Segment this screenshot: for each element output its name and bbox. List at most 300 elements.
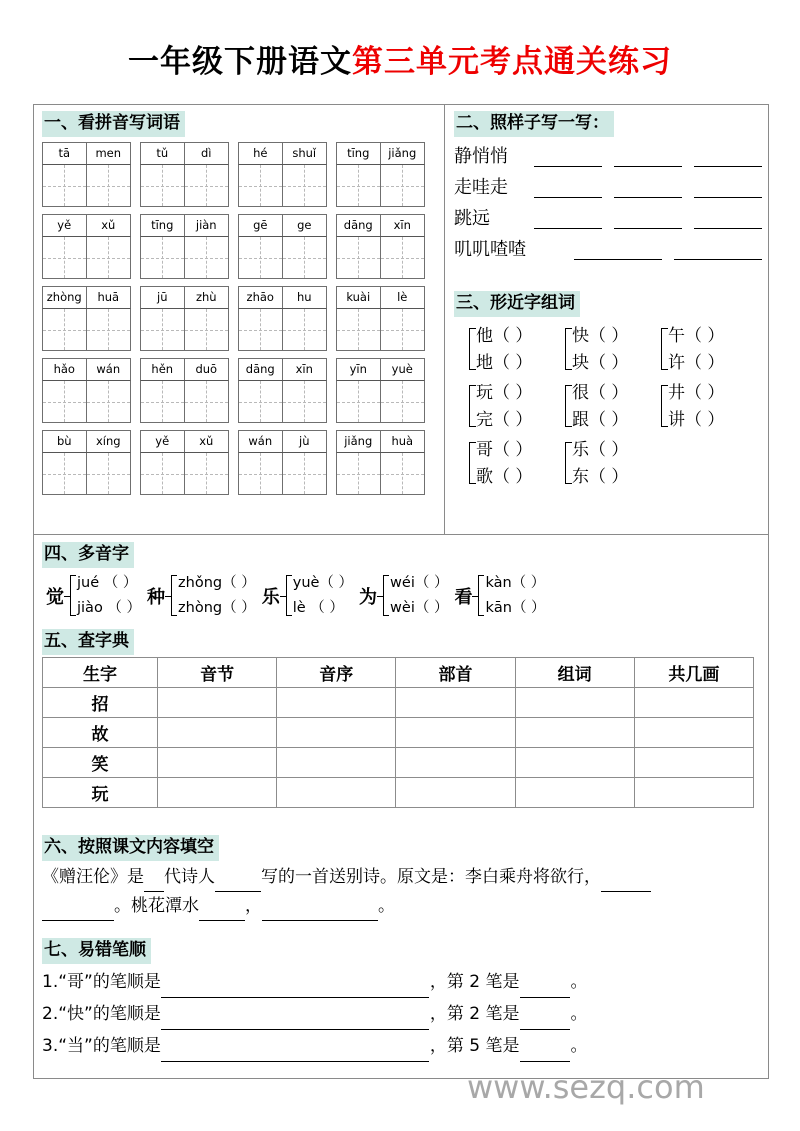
stroke-order-suffix: 。	[570, 1004, 588, 1024]
group-bracket	[565, 385, 572, 427]
pinyin-word-cell	[336, 142, 425, 207]
pinyin-syllable: yuè	[391, 361, 413, 376]
example-word: 走哇走	[454, 177, 508, 198]
s6-blank-4[interactable]	[42, 902, 114, 921]
char-pair-group	[660, 323, 754, 377]
pinyin-label-row	[336, 142, 425, 165]
pinyin-row	[42, 142, 440, 207]
tianzige-box[interactable]	[42, 381, 131, 423]
s6-blank-2[interactable]	[215, 873, 261, 892]
char-blank-item[interactable]: 东（ ）	[572, 467, 629, 487]
pinyin-label-row	[42, 430, 131, 453]
char-blank-item[interactable]: 乐（ ）	[572, 440, 629, 460]
char-blank-item[interactable]: 歌（ ）	[476, 467, 533, 487]
tianzige-cell[interactable]	[141, 381, 185, 422]
dictionary-answer-cell[interactable]	[396, 718, 515, 748]
char-pair-group	[564, 380, 658, 434]
group-bracket	[171, 575, 177, 616]
group-bracket	[661, 385, 668, 427]
example-word: 叽叽喳喳	[454, 239, 526, 260]
tianzige-cell[interactable]	[337, 309, 381, 350]
pinyin-syllable: hěn	[141, 359, 185, 380]
answer-blank[interactable]	[694, 197, 762, 198]
section-2-write-like-example	[454, 111, 762, 263]
tianzige-box[interactable]	[140, 381, 229, 423]
stroke-order-item	[42, 1030, 764, 1062]
tianzige-cell[interactable]	[185, 309, 229, 350]
pinyin-label-row	[140, 214, 229, 237]
answer-blanks	[526, 259, 762, 263]
polyphonic-entry	[46, 571, 141, 621]
tianzige-cell[interactable]	[283, 309, 327, 350]
tianzige-cell[interactable]	[337, 453, 381, 494]
tianzige-cell[interactable]	[87, 309, 131, 350]
pinyin-word-cell	[238, 358, 327, 423]
reading-line[interactable]: wèi（ ）	[390, 600, 449, 616]
polyphonic-entry	[454, 571, 545, 621]
answer-blank[interactable]	[534, 197, 602, 198]
tianzige-cell[interactable]	[337, 381, 381, 422]
tianzige-box[interactable]	[238, 237, 327, 279]
char-blank-item[interactable]: 地（ ）	[476, 353, 533, 373]
pinyin-syllable: hu	[296, 289, 312, 304]
table-body	[43, 688, 754, 808]
group-bracket	[469, 385, 476, 427]
polyphonic-entry	[359, 571, 448, 621]
pinyin-label-row	[42, 214, 131, 237]
char-blank-item[interactable]: 他（ ）	[476, 326, 533, 346]
reading-line[interactable]: kàn（ ）	[485, 575, 546, 591]
dictionary-answer-cell[interactable]	[515, 778, 634, 808]
tianzige-cell[interactable]	[43, 309, 87, 350]
dictionary-answer-cell[interactable]	[158, 718, 277, 748]
polyphonic-entries	[42, 571, 762, 621]
answer-blanks	[490, 228, 762, 232]
tianzige-cell[interactable]	[87, 237, 131, 278]
pinyin-syllable: jù	[299, 433, 310, 448]
table-column-header: 音序	[277, 658, 396, 688]
tianzige-cell[interactable]	[185, 165, 229, 206]
pinyin-label-row	[336, 286, 425, 309]
polyphonic-entry	[262, 571, 353, 621]
tianzige-box[interactable]	[238, 453, 327, 495]
answer-blanks	[508, 166, 762, 170]
s6-text-a: 《赠汪伦》是	[42, 867, 144, 887]
s6-text-c: 写的一首送别诗。原文是：李白乘舟将欲行，	[261, 867, 601, 887]
pinyin-word-cell	[238, 214, 327, 279]
tianzige-box[interactable]	[336, 381, 425, 423]
table-row	[43, 748, 754, 778]
char-pair-group	[468, 380, 562, 434]
reading-line[interactable]: lè （ ）	[292, 600, 344, 616]
char-pair-group	[660, 380, 754, 434]
tianzige-box[interactable]	[42, 309, 131, 351]
tianzige-cell[interactable]	[43, 165, 87, 206]
dictionary-answer-cell[interactable]	[277, 718, 396, 748]
section-1-heading: 一、看拼音写词语	[42, 111, 185, 137]
section-2-heading: 二、照样子写一写：	[454, 111, 614, 137]
stroke-order-suffix: 。	[570, 1036, 588, 1056]
reading-line[interactable]: yuè（ ）	[292, 575, 354, 591]
char-blank-item[interactable]: 跟（ ）	[572, 410, 629, 430]
pinyin-syllable: tā	[43, 143, 87, 164]
tianzige-cell[interactable]	[43, 453, 87, 494]
pinyin-syllable: gē	[239, 215, 283, 236]
char-blank-item[interactable]: 玩（ ）	[476, 383, 533, 403]
tianzige-box[interactable]	[42, 453, 131, 495]
section-3-similar-characters	[454, 291, 766, 494]
stroke-order-blank[interactable]	[161, 1008, 429, 1030]
pinyin-syllable: hǎo	[43, 359, 87, 380]
pinyin-word-cell	[140, 214, 229, 279]
answer-blank[interactable]	[694, 166, 762, 167]
pinyin-syllable: men	[95, 145, 122, 160]
pinyin-word-cell	[238, 430, 327, 495]
pinyin-label-row	[140, 142, 229, 165]
tianzige-cell[interactable]	[381, 309, 425, 350]
tianzige-cell[interactable]	[141, 237, 185, 278]
s6-text-d: 。桃花潭水	[114, 896, 199, 916]
table-header-row	[43, 658, 754, 688]
tianzige-box[interactable]	[42, 165, 131, 207]
stroke-answer-blank[interactable]	[520, 1008, 570, 1030]
group-bracket	[469, 328, 476, 370]
pinyin-syllable: jiǎng	[388, 145, 417, 160]
tianzige-cell[interactable]	[239, 309, 283, 350]
tianzige-box[interactable]	[336, 237, 425, 279]
char-blank-item[interactable]: 完（ ）	[476, 410, 533, 430]
char-blank-item[interactable]: 块（ ）	[572, 353, 629, 373]
tianzige-cell[interactable]	[141, 309, 185, 350]
char-blank-item[interactable]: 讲（ ）	[668, 410, 725, 430]
tianzige-box[interactable]	[140, 165, 229, 207]
similar-char-groups	[454, 323, 766, 491]
dictionary-answer-cell[interactable]	[634, 688, 753, 718]
tianzige-cell[interactable]	[381, 453, 425, 494]
tianzige-cell[interactable]	[185, 381, 229, 422]
polyphonic-char: 乐	[261, 587, 280, 608]
pinyin-syllable: zhòng	[43, 287, 87, 308]
char-blank-item[interactable]: 许（ ）	[668, 353, 725, 373]
pinyin-word-cell	[336, 430, 425, 495]
answer-blank[interactable]	[694, 228, 762, 229]
column-divider	[444, 105, 445, 534]
dictionary-answer-cell[interactable]	[515, 718, 634, 748]
answer-blank[interactable]	[614, 197, 682, 198]
tianzige-box[interactable]	[238, 309, 327, 351]
section-7-stroke-order	[42, 938, 764, 1062]
dictionary-answer-cell[interactable]	[634, 778, 753, 808]
pinyin-label-row	[336, 430, 425, 453]
tianzige-cell[interactable]	[283, 165, 327, 206]
pinyin-syllable: lè	[397, 289, 408, 304]
section-4-heading: 四、多音字	[42, 542, 134, 568]
tianzige-cell[interactable]	[283, 381, 327, 422]
reading-line[interactable]: jué （ ）	[77, 575, 138, 591]
s6-blank-3[interactable]	[601, 873, 651, 892]
dictionary-answer-cell[interactable]	[396, 688, 515, 718]
tianzige-cell[interactable]	[337, 165, 381, 206]
tianzige-cell[interactable]	[283, 453, 327, 494]
group-bracket	[70, 575, 76, 616]
dictionary-answer-cell[interactable]	[515, 688, 634, 718]
pinyin-syllable: jiǎng	[337, 431, 381, 452]
reading-group	[478, 571, 545, 621]
stroke-order-suffix: 。	[570, 972, 588, 992]
group-bracket	[286, 575, 292, 616]
pinyin-syllable: yě	[141, 431, 185, 452]
table-column-header: 部首	[396, 658, 515, 688]
group-bracket	[661, 328, 668, 370]
tianzige-cell[interactable]	[239, 381, 283, 422]
example-word: 静悄悄	[454, 146, 508, 167]
tianzige-box[interactable]	[336, 453, 425, 495]
answer-blank[interactable]	[574, 259, 662, 260]
dictionary-char-cell: 故	[43, 718, 158, 748]
tianzige-cell[interactable]	[337, 237, 381, 278]
table-row	[43, 778, 754, 808]
pinyin-syllable: huà	[391, 433, 414, 448]
tianzige-cell[interactable]	[43, 237, 87, 278]
pinyin-syllable: dì	[201, 145, 212, 160]
pinyin-label-row	[140, 286, 229, 309]
tianzige-cell[interactable]	[141, 165, 185, 206]
pinyin-label-row	[238, 286, 327, 309]
tianzige-cell[interactable]	[185, 237, 229, 278]
polyphonic-entry	[147, 571, 256, 621]
s6-blank-6[interactable]	[262, 902, 378, 921]
dictionary-answer-cell[interactable]	[515, 748, 634, 778]
dictionary-char-cell: 招	[43, 688, 158, 718]
pinyin-label-row	[238, 142, 327, 165]
pinyin-syllable: tīng	[337, 143, 381, 164]
reading-line[interactable]: jiào （ ）	[77, 600, 142, 616]
dictionary-answer-cell[interactable]	[158, 688, 277, 718]
dictionary-answer-cell[interactable]	[277, 748, 396, 778]
tianzige-cell[interactable]	[381, 237, 425, 278]
s6-blank-5[interactable]	[199, 902, 245, 921]
band-divider	[34, 534, 768, 535]
pinyin-syllable: huā	[97, 289, 120, 304]
pinyin-row	[42, 430, 440, 495]
tianzige-cell[interactable]	[87, 165, 131, 206]
polyphonic-char: 种	[147, 587, 166, 608]
reading-line[interactable]: wéi（ ）	[390, 575, 449, 591]
section-6-fill-from-text	[42, 835, 764, 921]
example-line	[454, 139, 762, 170]
pinyin-syllable: yīn	[337, 359, 381, 380]
pinyin-syllable: bù	[43, 431, 87, 452]
s6-text-f: 。	[378, 896, 395, 916]
dictionary-answer-cell[interactable]	[277, 778, 396, 808]
dictionary-answer-cell[interactable]	[277, 688, 396, 718]
stroke-order-prompt: 2.“快”的笔顺是	[42, 1004, 161, 1024]
pinyin-syllable: yě	[43, 215, 87, 236]
worksheet-frame	[33, 104, 769, 1079]
stroke-answer-blank[interactable]	[520, 976, 570, 998]
pinyin-syllable: xíng	[95, 433, 121, 448]
table-column-header: 共几画	[634, 658, 753, 688]
tianzige-cell[interactable]	[239, 453, 283, 494]
dictionary-answer-cell[interactable]	[634, 718, 753, 748]
pinyin-syllable: hé	[239, 143, 283, 164]
tianzige-box[interactable]	[238, 381, 327, 423]
tianzige-cell[interactable]	[87, 453, 131, 494]
pinyin-syllable: jiàn	[195, 217, 217, 232]
pinyin-word-cell	[140, 430, 229, 495]
answer-blanks	[508, 197, 762, 201]
pinyin-label-row	[336, 214, 425, 237]
reading-group	[171, 571, 256, 621]
section-3-heading: 三、形近字组词	[454, 291, 580, 317]
dictionary-answer-cell[interactable]	[158, 778, 277, 808]
stroke-order-prompt: 1.“哥”的笔顺是	[42, 972, 161, 992]
tianzige-box[interactable]	[140, 237, 229, 279]
example-list	[454, 139, 762, 263]
tianzige-box[interactable]	[42, 237, 131, 279]
dictionary-answer-cell[interactable]	[634, 748, 753, 778]
similar-char-row	[468, 323, 766, 377]
char-blank-item[interactable]: 快（ ）	[572, 326, 629, 346]
answer-blank[interactable]	[674, 259, 762, 260]
stroke-answer-blank[interactable]	[520, 1040, 570, 1062]
pinyin-syllable: shuǐ	[292, 145, 317, 160]
pinyin-label-row	[42, 286, 131, 309]
example-line	[454, 232, 762, 263]
watermark: www.sezq.com	[467, 1068, 705, 1106]
page-title-black: 一年级下册语文	[128, 44, 352, 80]
answer-blank[interactable]	[614, 228, 682, 229]
tianzige-cell[interactable]	[381, 381, 425, 422]
pinyin-word-cell	[42, 214, 131, 279]
dictionary-answer-cell[interactable]	[396, 778, 515, 808]
pinyin-word-cell	[42, 286, 131, 351]
tianzige-cell[interactable]	[185, 453, 229, 494]
pinyin-syllable: tīng	[141, 215, 185, 236]
pinyin-syllable: xǔ	[199, 433, 214, 448]
reading-line[interactable]: zhǒng（ ）	[178, 575, 256, 591]
tianzige-cell[interactable]	[43, 381, 87, 422]
stroke-number-label: ，第 2 笔是	[429, 1004, 520, 1024]
pinyin-syllable: wán	[96, 361, 121, 376]
section-6-text	[42, 863, 764, 921]
table-column-header: 组词	[515, 658, 634, 688]
reading-line[interactable]: kān（ ）	[485, 600, 546, 616]
tianzige-cell[interactable]	[239, 165, 283, 206]
tianzige-box[interactable]	[336, 309, 425, 351]
polyphonic-char: 看	[454, 587, 473, 608]
tianzige-cell[interactable]	[283, 237, 327, 278]
char-blank-item[interactable]: 井（ ）	[668, 383, 725, 403]
group-bracket	[565, 328, 572, 370]
example-line	[454, 170, 762, 201]
pinyin-syllable: duō	[195, 361, 218, 376]
tianzige-box[interactable]	[336, 165, 425, 207]
tianzige-cell[interactable]	[87, 381, 131, 422]
s6-text-e: ，	[245, 896, 262, 916]
section-1-pinyin-writing	[42, 111, 440, 502]
pinyin-label-row	[238, 214, 327, 237]
polyphonic-char: 为	[359, 587, 378, 608]
pinyin-syllable: wán	[239, 431, 283, 452]
pinyin-word-cell	[42, 358, 131, 423]
page-title	[0, 36, 800, 81]
pinyin-syllable: zhāo	[239, 287, 283, 308]
tianzige-box[interactable]	[238, 165, 327, 207]
stroke-number-label: ，第 5 笔是	[429, 1036, 520, 1056]
pinyin-label-row	[336, 358, 425, 381]
dictionary-answer-cell[interactable]	[158, 748, 277, 778]
stroke-order-items	[42, 966, 764, 1062]
s6-text-b: 代诗人	[164, 867, 215, 887]
group-bracket	[383, 575, 389, 616]
pinyin-syllable: xīn	[393, 217, 411, 232]
tianzige-cell[interactable]	[239, 237, 283, 278]
answer-blank[interactable]	[534, 166, 602, 167]
pinyin-word-cell	[42, 430, 131, 495]
pinyin-syllable: xǔ	[101, 217, 116, 232]
group-bracket	[565, 442, 572, 484]
stroke-number-label: ，第 2 笔是	[429, 972, 520, 992]
section-7-heading: 七、易错笔顺	[42, 938, 151, 964]
dictionary-answer-cell[interactable]	[396, 748, 515, 778]
section-6-heading: 六、按照课文内容填空	[42, 835, 219, 861]
reading-group	[70, 571, 141, 621]
pinyin-row	[42, 214, 440, 279]
pinyin-row	[42, 358, 440, 423]
table-row	[43, 718, 754, 748]
tianzige-box[interactable]	[140, 453, 229, 495]
stroke-order-blank[interactable]	[161, 1040, 429, 1062]
s6-blank-1[interactable]	[144, 873, 164, 892]
tianzige-box[interactable]	[140, 309, 229, 351]
char-pair-group	[564, 437, 658, 491]
char-pair-group	[468, 323, 562, 377]
pinyin-syllable: dāng	[239, 359, 283, 380]
pinyin-word-cell	[140, 142, 229, 207]
pinyin-syllable: xīn	[295, 361, 313, 376]
similar-char-row	[468, 380, 766, 434]
dictionary-char-cell: 笑	[43, 748, 158, 778]
answer-blank[interactable]	[534, 228, 602, 229]
answer-blank[interactable]	[614, 166, 682, 167]
reading-line[interactable]: zhòng（ ）	[178, 600, 256, 616]
pinyin-label-row	[140, 430, 229, 453]
pinyin-row	[42, 286, 440, 351]
reading-group	[286, 571, 353, 621]
pinyin-grid-container	[42, 142, 440, 495]
pinyin-word-cell	[336, 358, 425, 423]
pinyin-syllable: kuài	[337, 287, 381, 308]
pinyin-syllable: tǔ	[141, 143, 185, 164]
stroke-order-item	[42, 966, 764, 998]
pinyin-word-cell	[238, 286, 327, 351]
table-row	[43, 688, 754, 718]
stroke-order-blank[interactable]	[161, 976, 429, 998]
group-bracket	[469, 442, 476, 484]
section-5-heading: 五、查字典	[42, 629, 134, 655]
section-5-dictionary-lookup	[42, 629, 762, 808]
char-blank-item[interactable]: 很（ ）	[572, 383, 629, 403]
pinyin-word-cell	[140, 358, 229, 423]
pinyin-word-cell	[140, 286, 229, 351]
pinyin-word-cell	[238, 142, 327, 207]
tianzige-cell[interactable]	[141, 453, 185, 494]
char-blank-item[interactable]: 哥（ ）	[476, 440, 533, 460]
char-pair-group	[468, 437, 562, 491]
tianzige-cell[interactable]	[381, 165, 425, 206]
char-blank-item[interactable]: 午（ ）	[668, 326, 725, 346]
